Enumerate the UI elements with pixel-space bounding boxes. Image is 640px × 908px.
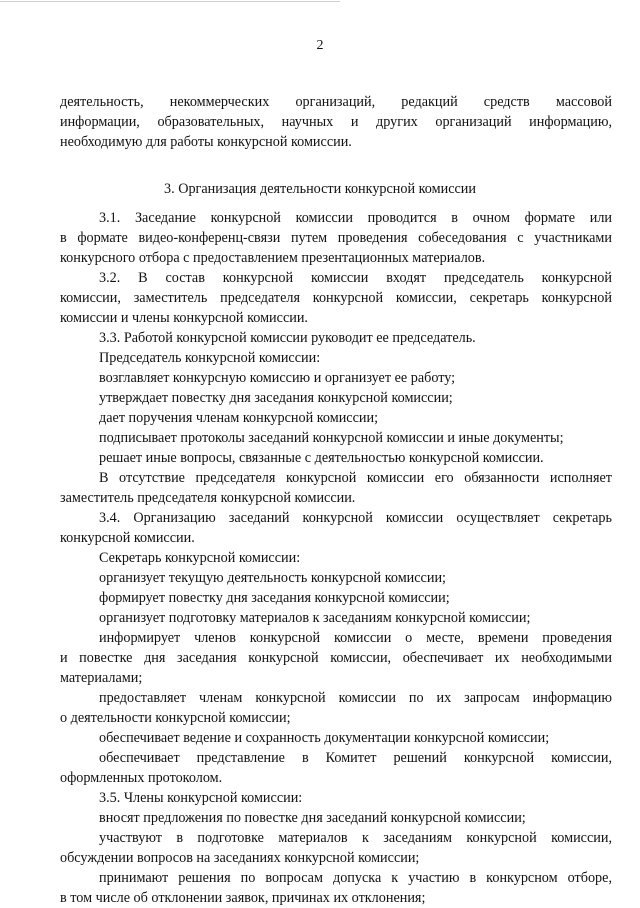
- text-line: деятельность, некоммерческих организаций, редакций средств массовой: [60, 94, 612, 110]
- text-line: обеспечивает ведение и сохранность документации конкурсной комиссии;: [99, 730, 550, 746]
- text-line: решает иные вопросы, связанные с деятельностью конкурсной комиссии.: [99, 450, 544, 466]
- text-line: информации, образовательных, научных и других организаций информацию,: [60, 114, 612, 130]
- scan-top-edge-line: [0, 1, 340, 2]
- text-line: подписывает протоколы заседаний конкурсной комиссии и иные документы;: [99, 430, 564, 446]
- text-line: 3.3. Работой конкурсной комиссии руководит ее председатель.: [99, 330, 476, 346]
- text-line: предоставляет членам конкурсной комиссии по их запросам информацию: [99, 690, 612, 706]
- text-line: комиссии и члены конкурсной комиссии.: [60, 310, 308, 326]
- text-line: формирует повестку дня заседания конкурсной комиссии;: [99, 590, 450, 606]
- text-line: Секретарь конкурсной комиссии:: [99, 550, 301, 566]
- text-line: 3.1. Заседание конкурсной комиссии проводится в очном формате или: [99, 210, 612, 226]
- text-line: необходимую для работы конкурсной комиссии.: [60, 134, 352, 150]
- text-line: в том числе об отклонении заявок, причинах их отклонения;: [60, 890, 426, 906]
- text-line: принимают решения по вопросам допуска к участию в конкурсном отборе,: [99, 870, 612, 886]
- text-line: оформленных протоколом.: [60, 770, 223, 786]
- intro-paragraph: [60, 92, 612, 152]
- text-line: конкурсной комиссии.: [60, 530, 195, 546]
- text-line: и повестке дня заседания конкурсной комиссии, обеспечивает их необходимыми: [60, 650, 612, 666]
- text-line: конкурсного отбора с предоставлением презентационных материалов.: [60, 250, 486, 266]
- text-line: обеспечивает представление в Комитет решений конкурсной комиссии,: [99, 750, 612, 766]
- text-line: 3.5. Члены конкурсной комиссии:: [99, 790, 303, 806]
- text-line: 3.4. Организацию заседаний конкурсной комиссии осуществляет секретарь: [99, 510, 612, 526]
- text-line: информирует членов конкурсной комиссии о месте, времени проведения: [99, 630, 612, 646]
- text-line: о деятельности конкурсной комиссии;: [60, 710, 291, 726]
- section-body: [60, 208, 612, 908]
- text-line: В отсутствие председателя конкурсной комиссии его обязанности исполняет: [99, 470, 612, 486]
- text-line: Председатель конкурсной комиссии:: [99, 350, 321, 366]
- text-line: комиссии, заместитель председателя конкурсной комиссии, секретарь конкурсной: [60, 290, 612, 306]
- text-line: заместитель председателя конкурсной комиссии.: [60, 490, 356, 506]
- text-line: организует подготовку материалов к заседаниям конкурсной комиссии;: [99, 610, 531, 626]
- page-number: 2: [316, 38, 324, 53]
- text-line: в формате видео-конференц-связи путем проведения собеседования с участниками: [60, 230, 612, 246]
- text-line: вносят предложения по повестке дня заседаний конкурсной комиссии;: [99, 810, 526, 826]
- text-line: 3.2. В состав конкурсной комиссии входят председатель конкурсной: [99, 270, 612, 286]
- text-line: дает поручения членам конкурсной комиссии;: [99, 410, 379, 426]
- section-heading: 3. Организация деятельности конкурсной комиссии: [164, 181, 476, 197]
- text-line: организует текущую деятельность конкурсной комиссии;: [99, 570, 446, 586]
- text-line: участвуют в подготовке материалов к заседаниям конкурсной комиссии,: [99, 830, 612, 846]
- text-line: обсуждении вопросов на заседаниях конкурсной комиссии;: [60, 850, 420, 866]
- text-line: возглавляет конкурсную комиссию и организует ее работу;: [99, 370, 456, 386]
- text-line: утверждает повестку дня заседания конкурсной комиссии;: [99, 390, 453, 406]
- text-line: материалами;: [60, 670, 143, 686]
